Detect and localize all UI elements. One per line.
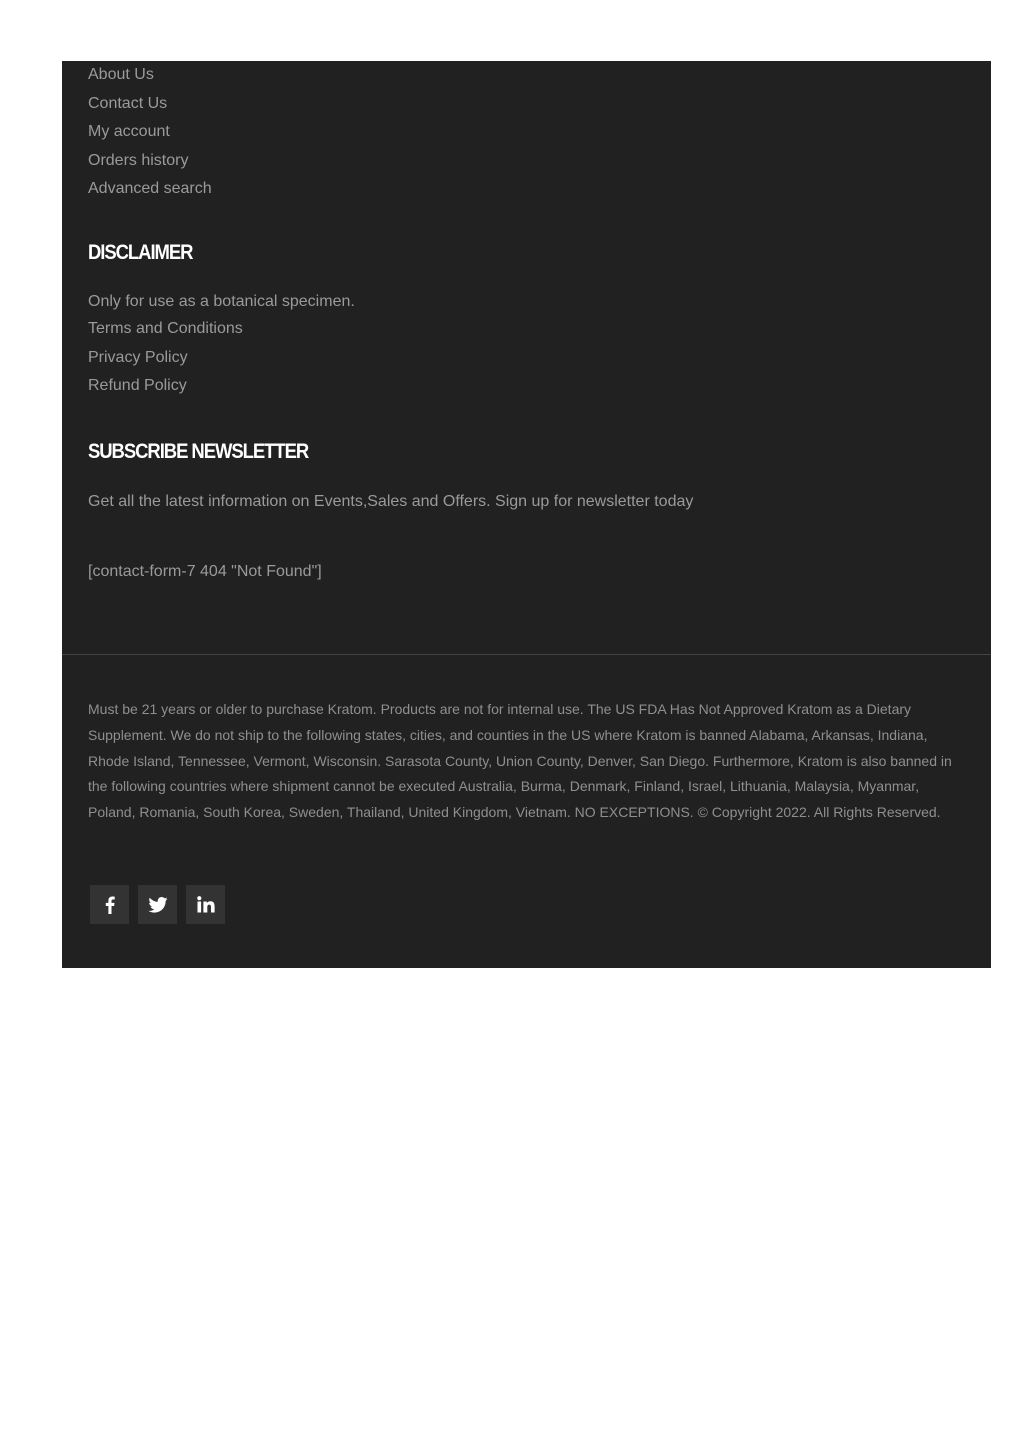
twitter-button[interactable] <box>138 885 177 924</box>
footer-nav-item <box>88 118 212 147</box>
newsletter-form-placeholder: [contact-form-7 404 "Not Found"] <box>88 563 322 580</box>
newsletter-heading: SUBSCRIBE NEWSLETTER <box>88 440 309 463</box>
twitter-icon <box>148 897 168 913</box>
facebook-button[interactable] <box>90 885 129 924</box>
refund-policy-link[interactable]: Refund Policy <box>88 377 187 394</box>
facebook-icon <box>105 896 115 914</box>
footer-divider <box>62 654 991 655</box>
policy-item <box>88 372 243 401</box>
social-links <box>90 885 225 924</box>
disclaimer-heading: DISCLAIMER <box>88 241 193 264</box>
legal-disclaimer: Must be 21 years or older to purchase Kratom. Products are not for internal use. The US FDA Has Not Approved Kratom as a Dietary Supplement. We do not ship to the following states, cities, and counties in the US where Kratom is banned Alabama, Arkansas, Indiana, Rhode Island, Tennessee, Vermont, Wisconsin. Sarasota County, Union County, Denver, San Diego. Furthermore, Kratom is also banned in the following countries where shipment cannot be executed Australia, Burma, Denmark, Finland, Israel, Lithuania, Malaysia, Myanmar, Poland, Romania, South Korea, Sweden, Thailand, United Kingdom, Vietnam. NO EXCEPTIONS. © Copyright 2022. All Rights Reserved. <box>88 701 952 821</box>
advanced-search-link[interactable]: Advanced search <box>88 180 212 197</box>
orders-history-link[interactable]: Orders history <box>88 151 189 169</box>
linkedin-button[interactable] <box>186 885 225 924</box>
footer-nav-links <box>88 61 212 204</box>
footer-nav-item <box>88 61 212 90</box>
disclaimer-text: Only for use as a botanical specimen. <box>88 293 355 310</box>
linkedin-icon <box>197 896 215 913</box>
policy-links <box>88 315 243 401</box>
about-us-link[interactable]: About Us <box>88 66 154 83</box>
terms-link[interactable]: Terms and Conditions <box>88 320 243 337</box>
footer-nav-item <box>88 90 212 119</box>
my-account-link[interactable]: My account <box>88 123 170 140</box>
footer-nav-item <box>88 147 212 176</box>
site-footer <box>62 61 991 968</box>
contact-us-link[interactable]: Contact Us <box>88 94 168 112</box>
newsletter-text: Get all the latest information on Events,Sales and Offers. Sign up for newsletter today <box>88 493 694 510</box>
footer-nav-item <box>88 175 212 204</box>
privacy-policy-link[interactable]: Privacy Policy <box>88 348 188 366</box>
policy-item <box>88 315 243 344</box>
policy-item <box>88 344 243 373</box>
